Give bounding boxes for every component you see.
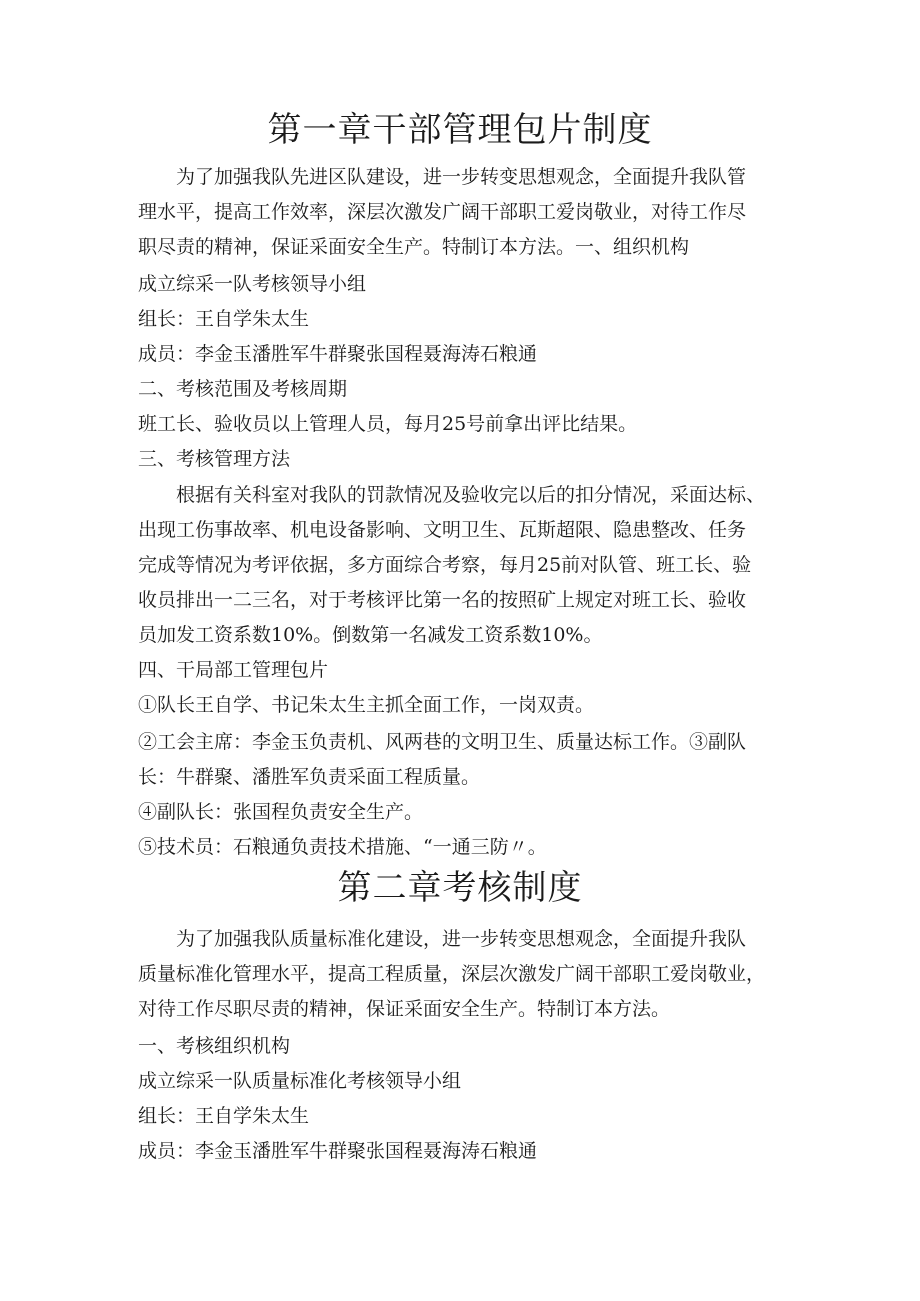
chapter1-paragraph2-line3: 完成等情况为考评依据，多方面综合考察，每月25前对队管、班工长、验 [138,554,752,576]
chapter1-paragraph1-line1: 为了加强我队先进区队建设，进一步转变思想观念，全面提升我队管 [176,166,747,188]
chapter1-paragraph1-line3: 职尽责的精神，保证采面安全生产。特制订本方法。一、组织机构 [138,236,690,258]
chapter2-leader-line: 组长：王自学朱太生 [138,1105,310,1127]
chapter2-title: 第二章考核制度 [337,868,583,908]
chapter2-paragraph1-line3: 对待工作尽职尽责的精神，保证采面安全生产。特制订本方法。 [138,998,671,1020]
chapter1-title: 第一章干部管理包片制度 [267,110,653,150]
chapter1-item2-line2: 长：牛群聚、潘胜军负责采面工程质量。 [138,766,481,788]
chapter1-leader-line: 组长：王自学朱太生 [138,308,310,330]
chapter1-members-line: 成员：李金玉潘胜军牛群聚张国程聂海涛石粮通 [138,343,538,365]
chapter1-item5: ⑤技术员：石粮通负责技术措施、“一通三防〃。 [138,836,547,858]
chapter2-section1-heading: 一、考核组织机构 [138,1035,291,1057]
chapter2-paragraph1-line1: 为了加强我队质量标准化建设，进一步转变思想观念，全面提升我队 [176,928,747,950]
chapter1-section4-heading: 四、干局部工管理包片 [138,659,329,681]
chapter1-item2-line1: ②工会主席：李金玉负责机、风两巷的文明卫生、质量达标工作。③副队 [138,731,747,753]
chapter1-item4: ④副队长：张国程负责安全生产。 [138,801,424,823]
chapter1-paragraph1-line2: 理水平，提高工作效率，深层次激发广阔干部职工爱岗敬业，对待工作尽 [138,201,747,223]
chapter1-paragraph2-line5: 员加发工资系数10%。倒数第一名减发工资系数10%。 [138,624,603,646]
chapter1-section3-heading: 三、考核管理方法 [138,448,291,470]
chapter1-item1: ①队长王自学、书记朱太生主抓全面工作，一岗双责。 [138,694,595,716]
chapter2-members-line: 成员：李金玉潘胜军牛群聚张国程聂海涛石粮通 [138,1140,538,1162]
chapter1-paragraph2-line2: 出现工伤事故率、机电设备影响、文明卫生、瓦斯超限、隐患整改、任务 [138,519,747,541]
chapter1-section2-text: 班工长、验收员以上管理人员，每月25号前拿出评比结果。 [138,413,638,435]
chapter1-org-line: 成立综采一队考核领导小组 [138,273,367,295]
chapter2-org-line: 成立综采一队质量标准化考核领导小组 [138,1070,462,1092]
chapter2-paragraph1-line2: 质量标准化管理水平，提高工程质量，深层次激发广阔干部职工爱岗敬业， [138,963,766,985]
chapter1-paragraph2-line4: 收员排出一二三名，对于考核评比第一名的按照矿上规定对班工长、验收 [138,589,747,611]
chapter1-section2-heading: 二、考核范围及考核周期 [138,378,348,400]
chapter1-paragraph2-line1: 根据有关科室对我队的罚款情况及验收完以后的扣分情况，采面达标、 [176,484,766,506]
